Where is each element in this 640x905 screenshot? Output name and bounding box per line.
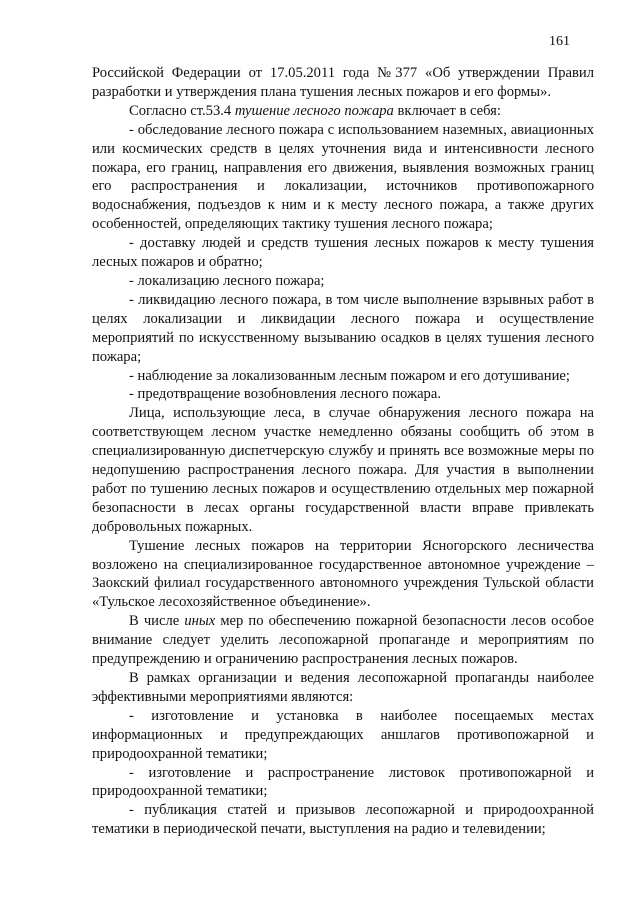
document-body [92, 64, 594, 839]
paragraph-text: мер по обеспечению пожарной безопасности лесов особое внимание следует уделить лесопожарной пропаганде и мероприятиям по предупреждению и ограничению распространения лесных пожаров. [92, 613, 594, 668]
paragraph [92, 404, 594, 536]
paragraph [92, 234, 594, 272]
paragraph [92, 272, 594, 291]
paragraph-text: В рамках организации и ведения лесопожарной пропаганды наиболее эффективными мероприятиями являются: [92, 670, 594, 705]
paragraph [92, 707, 594, 764]
paragraph-text: включает в себя: [393, 102, 501, 119]
paragraph-text: Лица, использующие леса, в случае обнаружения лесного пожара на соответствующем лесном участке немедленно обязаны сообщить об этом в специализированную диспетчерскую службу и принять все возможные меры по недопушению распространения лесного пожара. Для участия в выполнении работ по тушению лесных пожаров и осуществлению отдельных мер пожарной безопасности в лесах органы государственной власти вправе привлекать добровольных пожарных. [92, 405, 594, 535]
paragraph-text: Российской Федерации от 17.05.2011 года №377 «Об утверждении Правил разработки и утверждения плана тушения лесных пожаров и его формы». [92, 65, 594, 100]
paragraph [92, 64, 594, 102]
paragraph [92, 801, 594, 839]
paragraph [92, 537, 594, 613]
paragraph [92, 385, 594, 404]
paragraph [92, 612, 594, 669]
paragraph-text: - ликвидацию лесного пожара, в том числе выполнение взрывных работ в целях локализации и ликвидации лесного пожара и осуществление мероприятий по искусственному вызыванию осадков в целях тушения лесного пожара; [92, 291, 594, 365]
paragraph [92, 669, 594, 707]
paragraph-text: - изготовление и установка в наиболее посещаемых местах информационных и предупреждающих аншлагов противопожарной и природоохранной тематики; [92, 707, 594, 762]
paragraph-text: - публикация статей и призывов лесопожарной и природоохранной тематики в периодической печати, выступления на радио и телевидении; [92, 802, 594, 838]
paragraph-text: - локализацию лесного пожара; [129, 272, 325, 289]
paragraph-text: Тушение лесных пожаров на территории Ясногорского лесничества возложено на специализированное государственное автономное учреждение – Заокский филиал государственного автономного учреждения Тульской области «Тульское лесохозяйственное объединение». [92, 537, 594, 611]
paragraph-text: В числе [129, 613, 185, 630]
paragraph-text: Согласно ст.53.4 [129, 102, 235, 119]
paragraph [92, 121, 594, 234]
page-number: 161 [549, 34, 570, 49]
paragraph-text: - доставку людей и средств тушения лесных пожаров к месту тушения лесных пожаров и обратно; [92, 235, 594, 271]
paragraph [92, 764, 594, 802]
paragraph [92, 291, 594, 367]
paragraph-text: - наблюдение за локализованным лесным пожаром и его дотушивание; [129, 367, 570, 384]
paragraph-text: - обследование лесного пожара с использованием наземных, авиационных или космических средств в целях уточнения вида и интенсивности лесного пожара, его границ, направления его движения, выявления возможных границ его распространения и локализации, источников противопожарного водоснабжения, подъездов к ним и к месту лесного пожара, а также других особенностей, определяющих тактику тушения лесного пожара; [92, 121, 594, 233]
italic-text: тушение лесного пожара [234, 102, 394, 119]
italic-text: иных [184, 613, 216, 630]
paragraph [92, 102, 594, 121]
paragraph [92, 367, 594, 386]
paragraph-text: - предотвращение возобновления лесного пожара. [129, 386, 441, 403]
paragraph-text: - изготовление и распространение листовок противопожарной и природоохранной тематики; [92, 764, 594, 800]
